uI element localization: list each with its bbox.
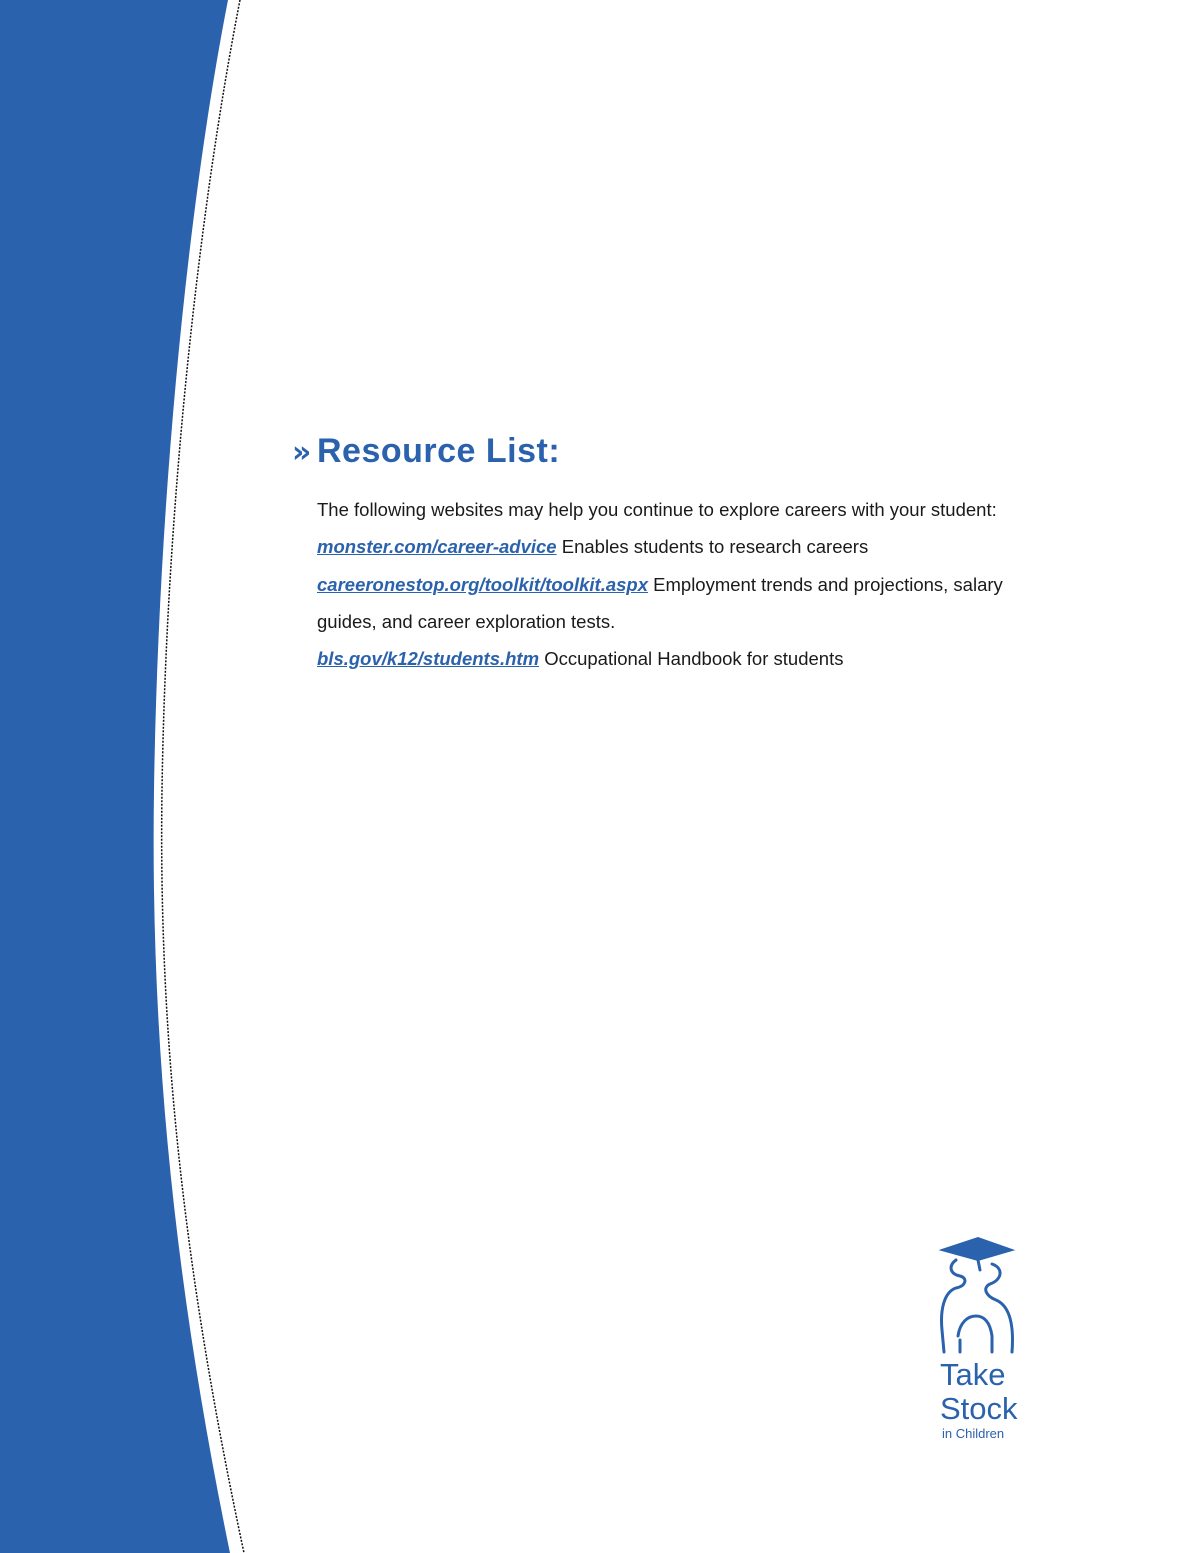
resource-description: Enables students to research careers — [561, 536, 869, 558]
intro-text: The following websites may help you continue to explore careers with your student: — [317, 499, 997, 520]
resource-link-monster[interactable]: monster.com/career-advice — [317, 536, 557, 558]
resource-description: Occupational Handbook for students — [544, 648, 844, 670]
double-chevron-right-icon: » — [292, 435, 312, 470]
logo-line-stock: Stock — [940, 1391, 1018, 1426]
take-stock-in-children-logo — [920, 1230, 1040, 1450]
resource-item — [317, 566, 1012, 641]
resource-item — [317, 528, 1012, 565]
side-curve-band — [0, 0, 260, 1553]
resource-list-section — [292, 432, 1012, 677]
resource-description: Employment trends and projections, salary guides, and career exploration tests. — [317, 573, 1003, 632]
logo-line-in-children: in Children — [942, 1426, 1005, 1441]
resource-link-careeronestop[interactable]: careeronestop.org/toolkit/toolkit.aspx — [317, 573, 649, 595]
section-title: Resource List: — [317, 432, 561, 470]
logo-line-take: Take — [940, 1357, 1006, 1392]
resource-link-bls[interactable]: bls.gov/k12/students.htm — [317, 648, 540, 670]
section-heading — [292, 432, 1012, 471]
resource-item — [317, 640, 1012, 677]
graduate-figure-icon — [942, 1238, 1013, 1352]
resource-body — [317, 491, 1012, 677]
